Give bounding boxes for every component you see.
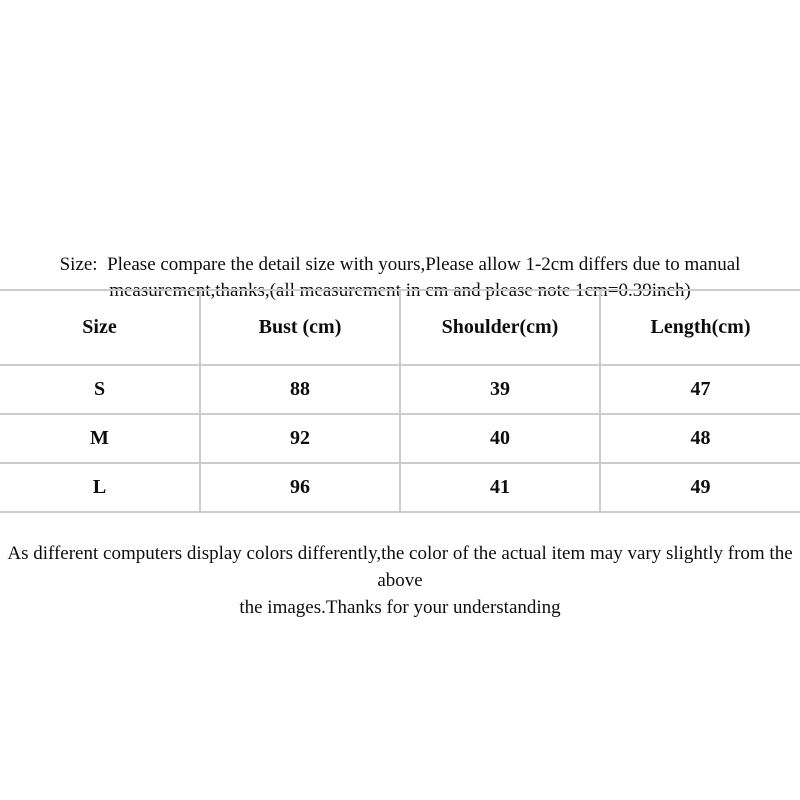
color-disclaimer-line: the images.Thanks for your understanding: [239, 597, 561, 618]
column-header-bust: Bust (cm): [200, 290, 400, 365]
table-row-s: [0, 365, 800, 414]
column-header-length: Length(cm): [600, 290, 800, 365]
cell-length-l: 49: [600, 463, 800, 512]
cell-size-l: L: [0, 463, 200, 512]
cell-bust-l: 96: [200, 463, 400, 512]
cell-size-m: M: [0, 414, 200, 463]
size-table-header-row: [0, 290, 800, 365]
cell-bust-m: 92: [200, 414, 400, 463]
cell-shoulder-s: 39: [400, 365, 600, 414]
measurement-notice-line: measurement,thanks,(all measurement in cm and please note 1cm=0.39inch): [109, 280, 691, 301]
cell-length-m: 48: [600, 414, 800, 463]
cell-size-s: S: [0, 365, 200, 414]
table-row-l: [0, 463, 800, 512]
cell-bust-s: 88: [200, 365, 400, 414]
table-row-m: [0, 414, 800, 463]
size-table-header: [0, 290, 800, 365]
cell-shoulder-m: 40: [400, 414, 600, 463]
measurement-notice-line: Size: Please compare the detail size with yours,Please allow 1-2cm differs due to manual: [59, 254, 741, 275]
color-disclaimer-line: As different computers display colors differently,the color of the actual item may vary slightly from the above: [7, 543, 798, 591]
size-table: [0, 289, 800, 513]
color-disclaimer: [0, 540, 800, 621]
cell-shoulder-l: 41: [400, 463, 600, 512]
column-header-size: Size: [0, 290, 200, 365]
column-header-shoulder: Shoulder(cm): [400, 290, 600, 365]
size-table-body: [0, 365, 800, 512]
cell-length-s: 47: [600, 365, 800, 414]
